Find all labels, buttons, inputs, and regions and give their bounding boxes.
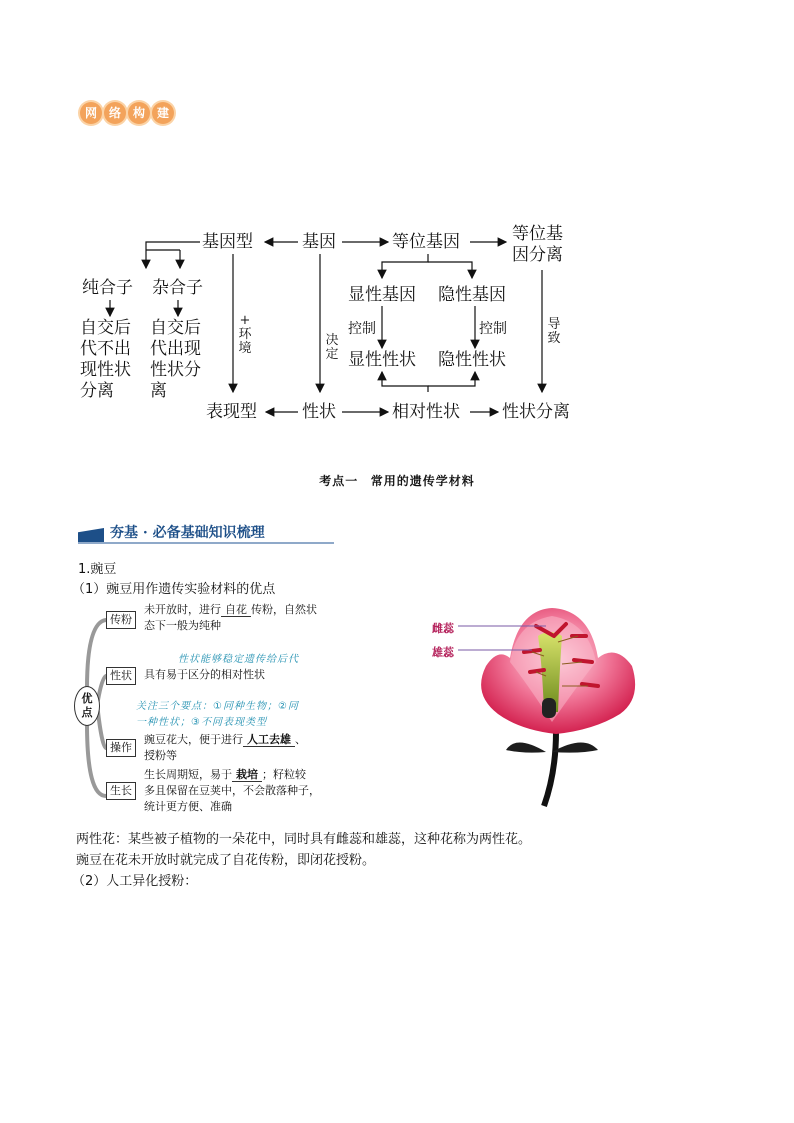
- section-title: [0, 472, 794, 489]
- trait-node: 性状: [302, 402, 336, 422]
- concept-map: [70, 220, 590, 430]
- banner-text: 夯基 · 必备基础知识梳理: [110, 525, 265, 541]
- pistil-label: 雌蕊: [432, 622, 454, 635]
- env-label: 环: [238, 327, 252, 342]
- label-operation: 操作: [106, 739, 136, 757]
- badge-char: 建: [152, 102, 174, 124]
- label-trait: 性状: [106, 667, 136, 685]
- hetero-desc-line: 离: [150, 381, 167, 401]
- env-label: 境: [238, 341, 252, 356]
- oval-text: 优 点: [81, 692, 93, 719]
- env-label: +: [239, 313, 251, 328]
- handnote-1: 性状能够稳定遗传给后代: [178, 654, 299, 665]
- handnote-2b: 一种性状；③不同表现类型: [136, 717, 267, 728]
- handnote-2a: 关注三个要点：①同种生物；②同: [136, 701, 299, 712]
- flower-illustration: [428, 602, 642, 808]
- lead-label: 导: [547, 317, 561, 332]
- homo-desc-line: 现性状: [80, 360, 131, 380]
- hetero-desc-line: 性状分: [150, 360, 201, 380]
- advantages-diagram: [72, 600, 362, 815]
- stamen-label: 雄蕊: [432, 646, 454, 659]
- pea-heading: 1.豌豆: [78, 562, 117, 577]
- blank-emasculation: 人工去雄: [243, 733, 295, 747]
- pollination-line: 未开放时，进行 自花 传粉，自然状: [144, 603, 317, 616]
- dominant-gene-node: 显性基因: [348, 285, 416, 305]
- homo-desc-line: 分离: [80, 381, 114, 401]
- bisexual-flower-text: 两性花：某些被子植物的一朵花中，同时具有雌蕊和雄蕊，这种花称为两性花。: [76, 832, 532, 847]
- pea-subheading-1: （1）豌豆用作遗传实验材料的优点: [72, 582, 276, 597]
- control-label: 控制: [479, 321, 507, 337]
- relative-trait-node: 相对性状: [392, 402, 460, 422]
- homo-desc-line: 代不出: [80, 339, 131, 359]
- section-title-index: 考点一: [319, 474, 359, 488]
- allele-separation-node: 等位基: [512, 224, 563, 244]
- homozygote-node: 纯合子: [82, 278, 133, 298]
- blank-self: 自花: [221, 603, 251, 617]
- homo-desc-line: 自交后: [80, 318, 131, 338]
- badge-char: 络: [104, 102, 126, 124]
- trait-line: 具有易于区分的相对性状: [144, 668, 265, 681]
- badge-char: 网: [80, 102, 102, 124]
- flower-drawing: [428, 602, 642, 808]
- pollination-line-2: 态下一般为纯种: [144, 619, 221, 632]
- recessive-trait-node: 隐性性状: [438, 350, 506, 370]
- operation-line-2: 授粉等: [144, 749, 177, 762]
- hetero-desc-line: 代出现: [150, 339, 201, 359]
- self-pollination-text: 豌豆在花未开放时就完成了自花传粉，即闭花授粉。: [76, 853, 376, 868]
- dominant-trait-node: 显性性状: [348, 350, 416, 370]
- label-pollination: 传粉: [106, 611, 136, 629]
- banner-underline: [78, 542, 334, 544]
- recessive-gene-node: 隐性基因: [438, 285, 506, 305]
- control-label: 控制: [348, 321, 376, 337]
- label-growth: 生长: [106, 782, 136, 800]
- knowledge-banner: [78, 522, 334, 544]
- section-badge: [80, 102, 176, 128]
- decide-label: 决: [325, 333, 339, 348]
- pea-subheading-2: （2）人工异化授粉：: [72, 874, 198, 889]
- decide-label: 定: [325, 347, 339, 362]
- trait-separation-node: 性状分离: [502, 402, 570, 422]
- blank-cultivate: 栽培: [232, 768, 262, 782]
- hetero-desc-line: 自交后: [150, 318, 201, 338]
- gene-node: 基因: [302, 232, 336, 252]
- phenotype-node: 表现型: [206, 402, 257, 422]
- badge-char: 构: [128, 102, 150, 124]
- growth-line-3: 统计更方便、准确: [144, 800, 232, 813]
- allele-separation-node-2: 因分离: [512, 245, 563, 265]
- operation-line: 豌豆花大，便于进行 人工去雄 、: [144, 733, 306, 746]
- heterozygote-node: 杂合子: [152, 278, 203, 298]
- growth-line-2: 多且保留在豆荚中，不会散落种子，: [144, 784, 320, 797]
- banner-marker: [78, 528, 104, 542]
- lead-label: 致: [547, 331, 561, 346]
- genotype-node: 基因型: [202, 232, 253, 252]
- advantages-oval: [74, 686, 100, 726]
- section-title-text: 常用的遗传学材料: [370, 474, 475, 488]
- allele-node: 等位基因: [392, 232, 460, 252]
- growth-line: 生长周期短，易于 栽培 ；籽粒较: [144, 768, 306, 781]
